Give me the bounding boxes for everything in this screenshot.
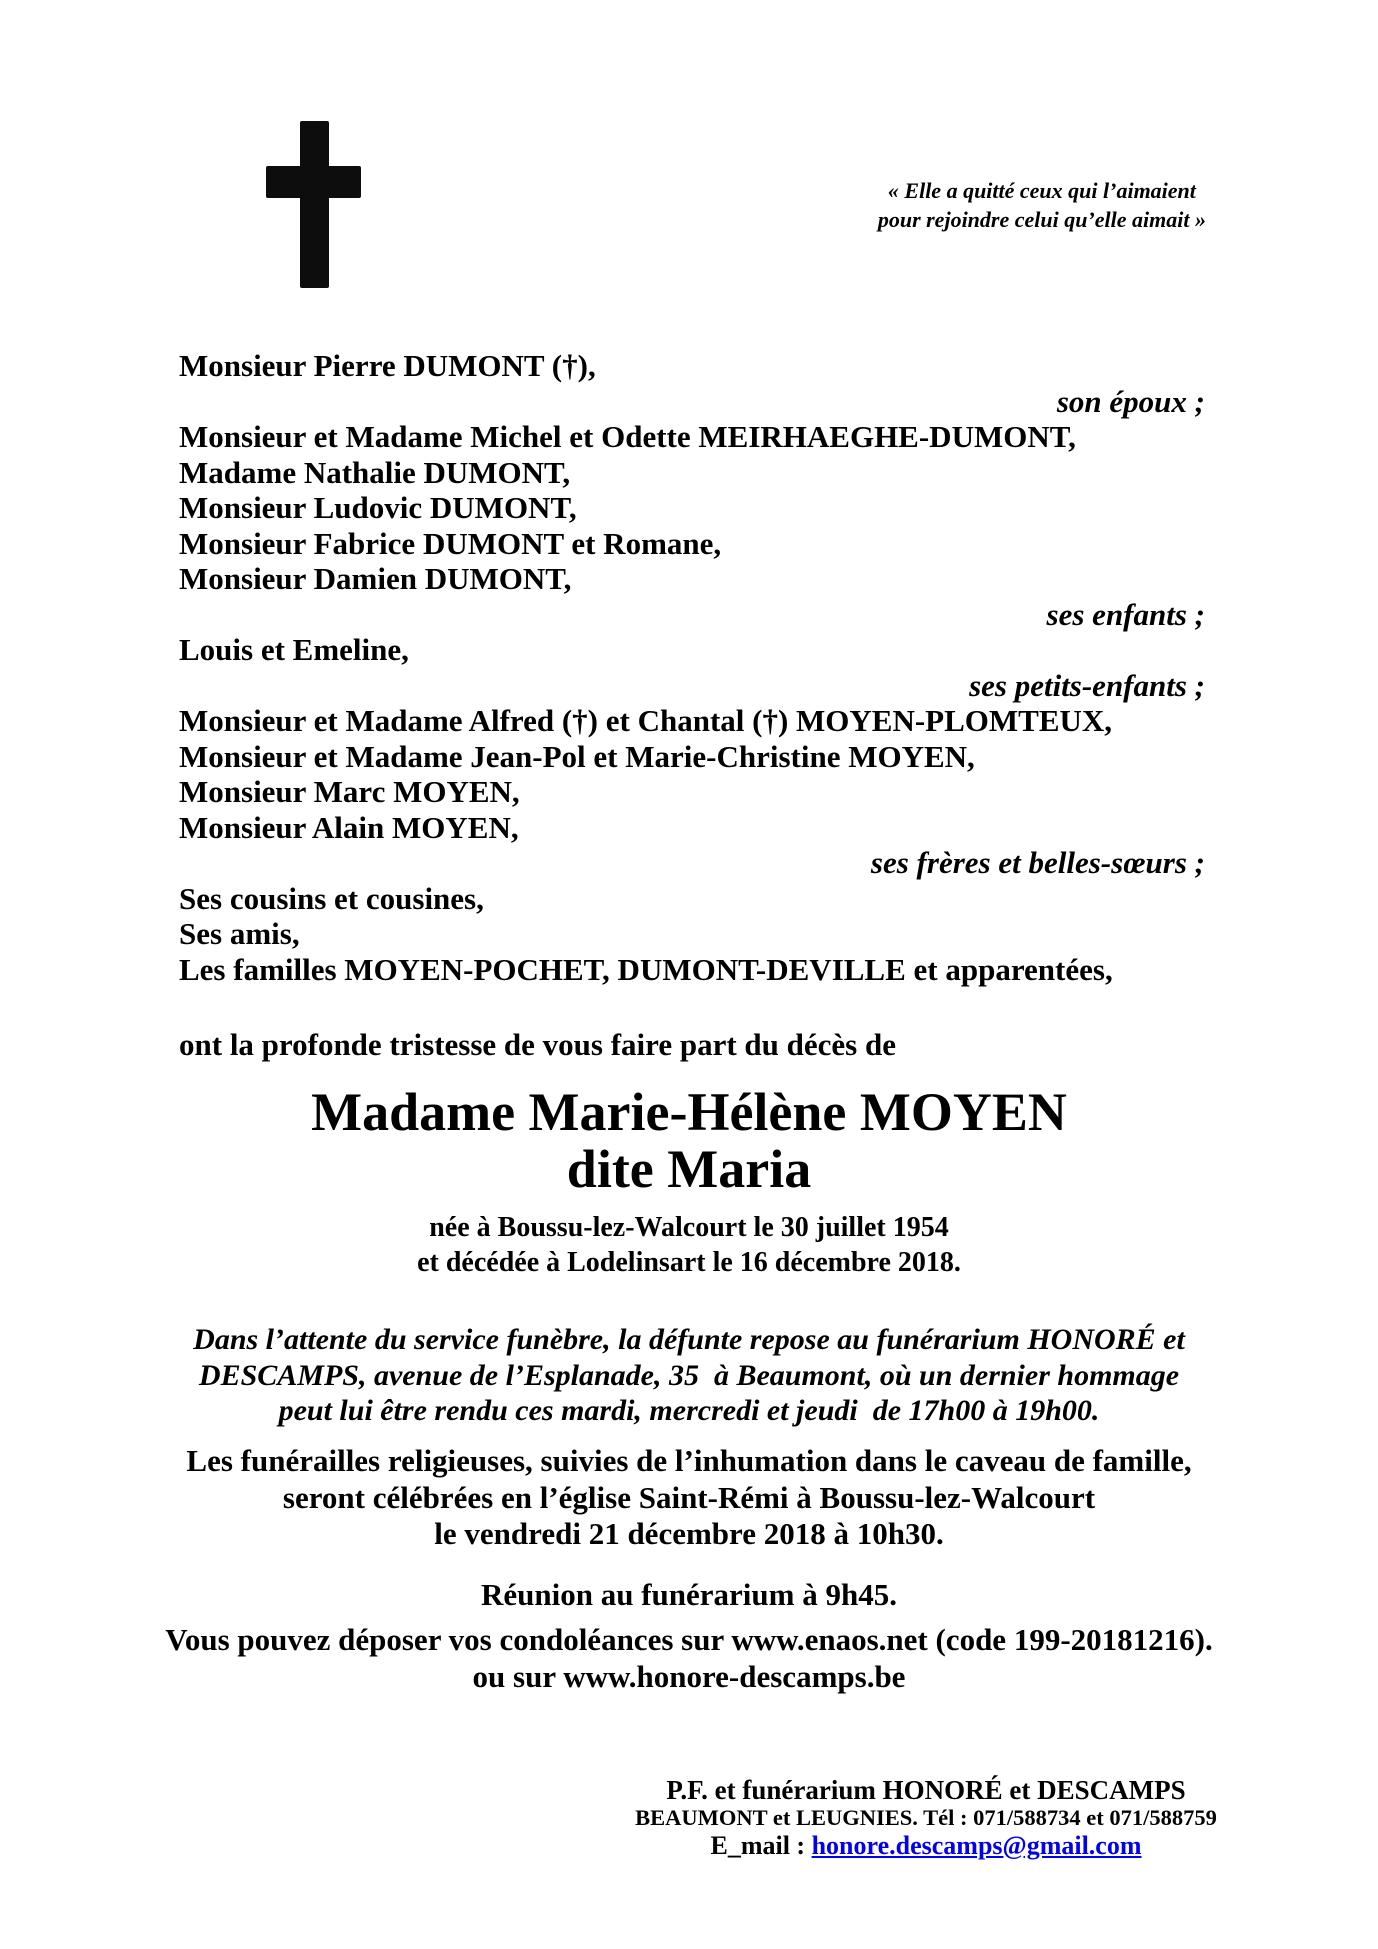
family-line: Monsieur Damien DUMONT,: [179, 561, 572, 596]
family-line: Monsieur Ludovic DUMONT,: [179, 490, 577, 525]
email-label: E_mail :: [710, 1831, 812, 1860]
family-line: Monsieur Fabrice DUMONT et Romane,: [179, 525, 722, 561]
deceased-name: Madame Marie-Hélène MOYEN: [311, 1082, 1067, 1142]
family-line: Madame Nathalie DUMONT,: [179, 454, 571, 490]
family-line: Les familles MOYEN-POCHET, DUMONT-DEVILLE et apparentées,: [179, 951, 1113, 987]
funeral-home-name: P.F. et funérarium HONORÉ et DESCAMPS: [666, 1775, 1186, 1805]
death-line: et décédée à Lodelinsart le 16 décembre 2018.: [417, 1247, 961, 1278]
family-line: Monsieur et Madame Alfred (†) et Chantal (†) MOYEN-PLOMTEUX,: [179, 703, 1113, 738]
vitals-block: [0, 1210, 1378, 1280]
cross-icon: [266, 121, 361, 288]
memorial-quote-line: pour rejoindre celui qu’elle aimait »: [877, 207, 1206, 232]
email-link[interactable]: honore.descamps@gmail.com: [811, 1831, 1142, 1860]
condolences-line: Vous pouvez déposer vos condoléances sur www.enaos.net (code 199-20181216).: [165, 1622, 1213, 1657]
family-line: Monsieur et Madame Jean-Pol et Marie-Christine MOYEN,: [179, 738, 975, 774]
relation-line: ses petits-enfants ;: [969, 667, 1205, 703]
meeting-line: Réunion au funérarium à 9h45.: [481, 1577, 897, 1612]
cross-horizontal-bar: [266, 166, 361, 198]
memorial-quote: [878, 176, 1206, 234]
deceased-name-block: [0, 1084, 1378, 1198]
memorial-quote-line: « Elle a quitté ceux qui l’aimaient: [887, 178, 1196, 203]
repose-line: DESCAMPS, avenue de l’Esplanade, 35 à Beaumont, où un dernier hommage: [198, 1358, 1180, 1392]
funeral-line: Les funérailles religieuses, suivies de l’inhumation dans le caveau de famille,: [186, 1443, 1192, 1478]
family-line: Monsieur Marc MOYEN,: [179, 774, 520, 809]
family-line: Ses amis,: [179, 916, 300, 951]
relation-line: son époux ;: [1056, 383, 1205, 419]
funeral-line: seront célébrées en l’église Saint-Rémi à Boussu-lez-Walcourt: [282, 1479, 1096, 1515]
repose-paragraph: [0, 1322, 1378, 1429]
condolences-line: ou sur www.honore-descamps.be: [472, 1659, 906, 1694]
funeral-home-footer: [620, 1776, 1232, 1859]
cross-vertical-bar: [300, 121, 329, 288]
deceased-alias: dite Maria: [566, 1139, 812, 1199]
relation-line: ses enfants ;: [1046, 596, 1205, 632]
funeral-line: le vendredi 21 décembre 2018 à 10h30.: [434, 1516, 944, 1551]
condolences-block: [0, 1621, 1378, 1695]
funeral-home-contact: BEAUMONT et LEUGNIES. Tél : 071/588734 et 071/588759: [635, 1805, 1217, 1830]
family-line: Monsieur Alain MOYEN,: [179, 809, 519, 845]
family-line: Ses cousins et cousines,: [179, 880, 484, 916]
relation-line: ses frères et belles-sœurs ;: [870, 845, 1205, 880]
funeral-paragraph: [0, 1443, 1378, 1553]
birth-line: née à Boussu-lez-Walcourt le 30 juillet 1954: [429, 1212, 949, 1243]
announcement-line: ont la profonde tristesse de vous faire part du décès de: [179, 1027, 896, 1062]
family-line: Monsieur et Madame Michel et Odette MEIRHAEGHE-DUMONT,: [179, 419, 1076, 454]
family-line: Louis et Emeline,: [179, 632, 409, 667]
family-list: [179, 348, 1205, 987]
funeral-home-email-line: [620, 1832, 1232, 1859]
repose-line: peut lui être rendu ces mardi, mercredi et jeudi de 17h00 à 19h00.: [278, 1394, 1100, 1427]
repose-line: Dans l’attente du service funèbre, la défunte repose au funérarium HONORÉ et: [193, 1323, 1185, 1356]
family-line: Monsieur Pierre DUMONT (†),: [179, 348, 596, 383]
